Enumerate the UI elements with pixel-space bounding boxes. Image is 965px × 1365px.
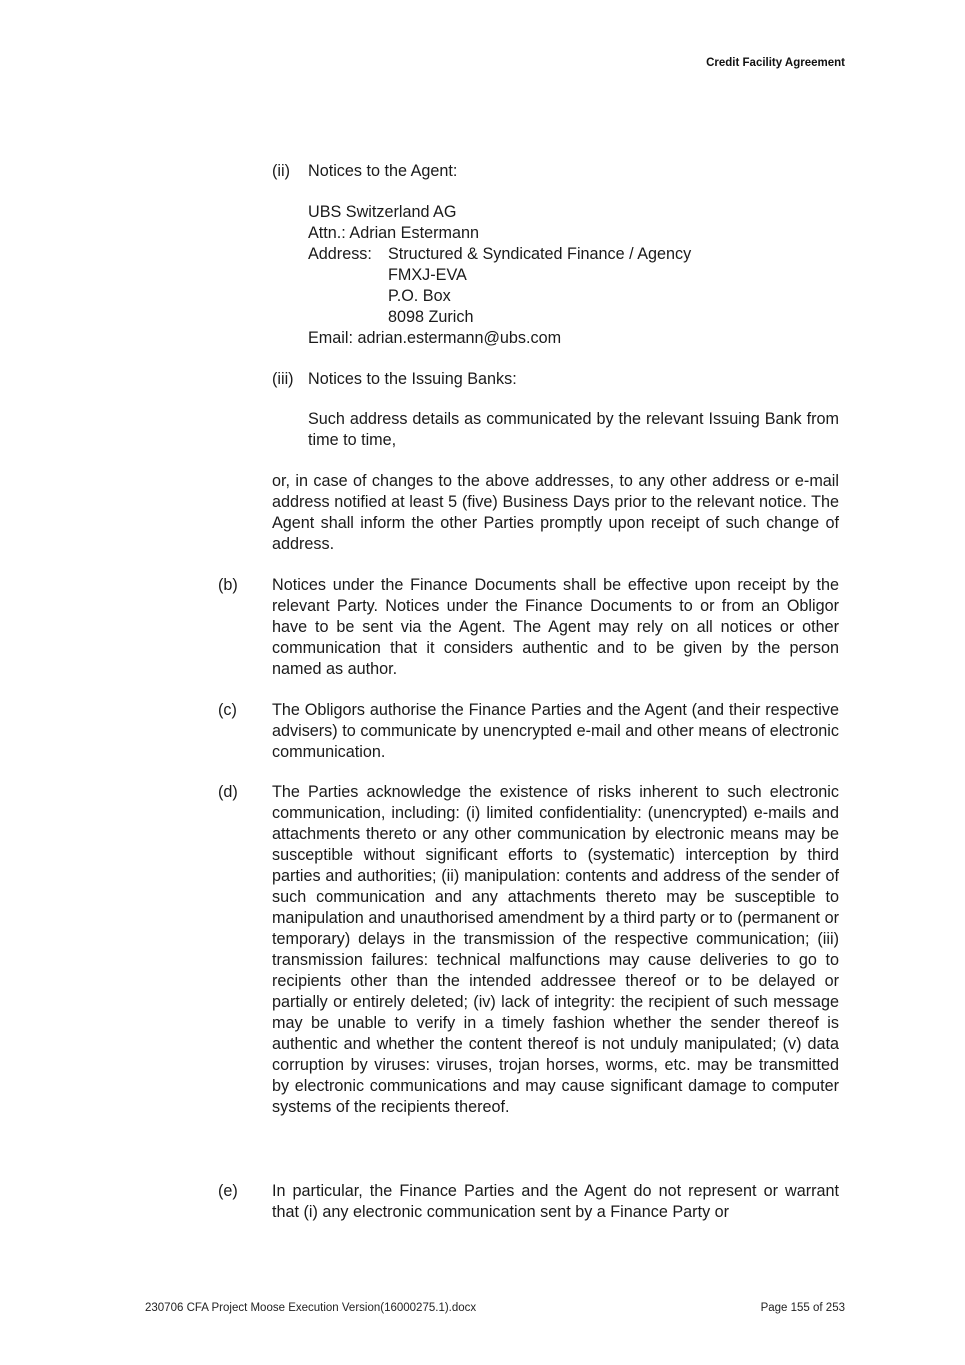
- agent-address-label: Address:: [308, 245, 372, 263]
- agent-address-block: [308, 202, 692, 349]
- footer-filename: 230706 CFA Project Moose Execution Version(16000275.1).docx: [145, 1302, 477, 1314]
- clause-label-d: (d): [218, 783, 238, 801]
- clause-text-b: Notices under the Finance Documents shall be effective upon receipt by the relevant Party. Notices under the Finance Documents to or from an Obligor have to be sent via the Agent. The Agent may rely on all notices or other communication that it considers authentic and to be given by the person named as author.: [272, 576, 839, 678]
- address-line: P.O. Box: [388, 287, 451, 305]
- agent-address: [308, 244, 692, 328]
- subclause-number-ii: (ii): [272, 162, 290, 180]
- closing-paragraph: or, in case of changes to the above addresses, to any other address or e-mail address notified at least 5 (five) Business Days prior to the relevant notice. The Agent shall inform the other Parties promptly upon receipt of such change of address.: [272, 472, 839, 553]
- footer-page-number: Page 155 of 253: [760, 1302, 845, 1314]
- agent-company-name: UBS Switzerland AG: [308, 203, 457, 221]
- document-header-title: Credit Facility Agreement: [706, 57, 845, 69]
- issuing-notice-text: Such address details as communicated by the relevant Issuing Bank from time to time,: [308, 410, 839, 449]
- clause-label-e: (e): [218, 1182, 238, 1200]
- issuing-notice-heading: Notices to the Issuing Banks:: [308, 370, 517, 388]
- clause-text-c: The Obligors authorise the Finance Parties and the Agent (and their respective advisers) to communicate by unencrypted e-mail and other means of electronic communication.: [272, 701, 839, 761]
- clause-text-e: In particular, the Finance Parties and the Agent do not represent or warrant that (i) any electronic communication sent by a Finance Party or: [272, 1182, 839, 1221]
- clause-text-d: The Parties acknowledge the existence of risks inherent to such electronic communication, including: (i) limited confidentiality: (unencrypted) e-mails and attachments thereto or any other communication by electronic means may be susceptible without significant efforts to (systematic) interception by third parties and authorities; (ii) manipulation: contents and address of the sender of such communication and any attachments thereto may be susceptible to manipulation and unauthorised amendment by a third party or to (permanent or temporary) delays in the transmission of the respective communication; (iii) transmission failures: technical malfunctions may cause deliveries to go to recipients other than the intended addressee thereof or to be delayed or partially or entirely deleted; (iv) lack of integrity: the recipient of such message may be unable to verify in a timely fashion whether the sender thereof is authentic and whether the content thereof is not unduly manipulated; (v) data corruption by viruses: viruses, trojan horses, worms, etc. may be transmitted by electronic communications and may cause significant damage to computer systems of the recipients thereof.: [272, 783, 839, 1116]
- address-line: Structured & Syndicated Finance / Agency: [388, 245, 692, 263]
- subclause-number-iii: (iii): [272, 370, 294, 388]
- address-line: 8098 Zurich: [388, 308, 474, 326]
- clause-label-b: (b): [218, 576, 238, 594]
- agent-email: Email: adrian.estermann@ubs.com: [308, 329, 562, 347]
- agent-notice-heading: Notices to the Agent:: [308, 162, 458, 180]
- address-line: FMXJ-EVA: [388, 266, 467, 284]
- agent-address-lines: [388, 244, 691, 328]
- clause-label-c: (c): [218, 701, 237, 719]
- agent-attention: Attn.: Adrian Estermann: [308, 224, 479, 242]
